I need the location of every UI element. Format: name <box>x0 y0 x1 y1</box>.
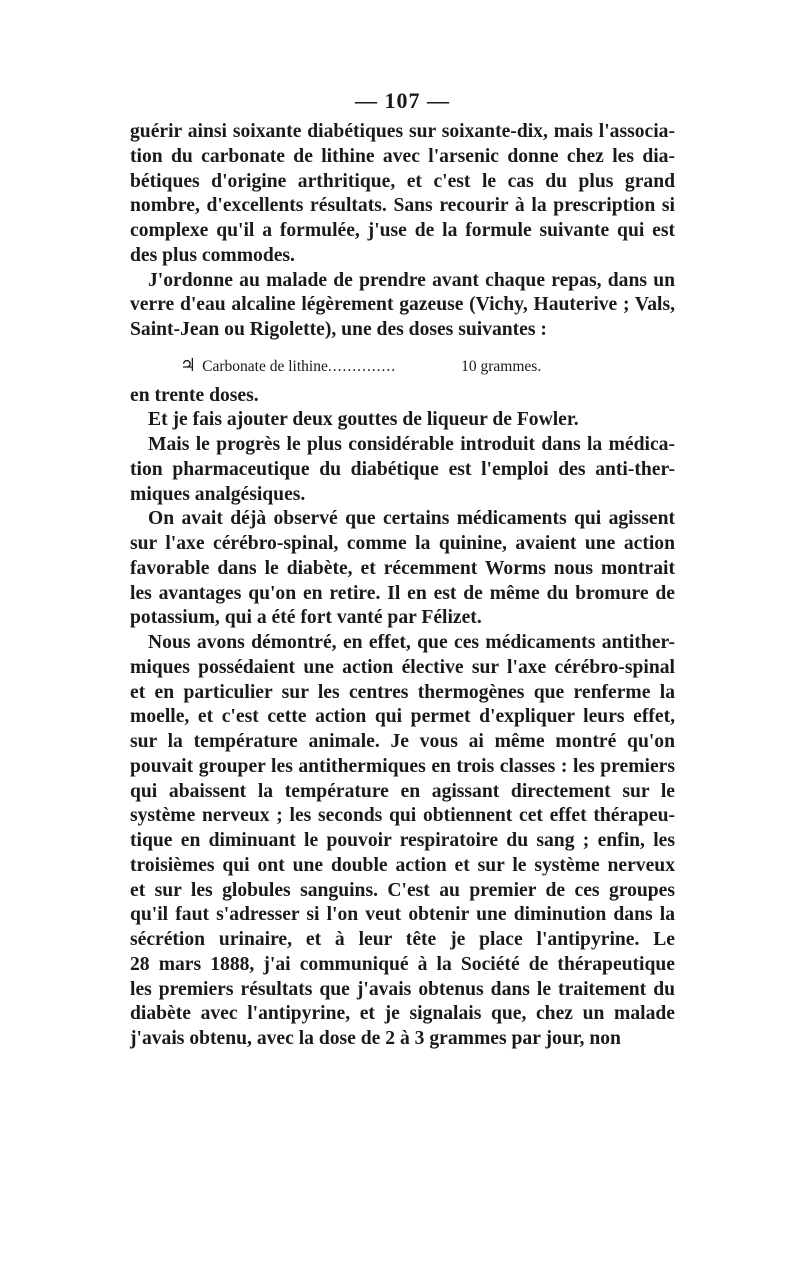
text-line: complexe qu'il a formulée, j'use de la formule suivante qui est <box>130 220 675 241</box>
leader-dots: .............. <box>327 357 397 375</box>
text-line: les avantages qu'on en retire. Il en est de même du bromure de <box>130 582 675 604</box>
prescription-line <box>130 353 675 380</box>
text-line: Nous avons démontré, en effet, que ces médicaments antither- <box>148 632 675 653</box>
text-line: tion pharmaceutique du diabétique est l'emploi des anti-ther- <box>130 458 675 480</box>
text-line: des plus commodes. <box>130 244 295 266</box>
text-line: guérir ainsi soixante diabétiques sur soixante-dix, mais l'associa- <box>130 121 675 142</box>
text-line: verre d'eau alcaline légèrement gazeuse (Vichy, Hauterive ; Vals, <box>130 294 675 316</box>
text-line: sécrétion urinaire, et à leur tête je place l'antipyrine. Le <box>130 929 675 950</box>
prescription-amount: 10 grammes. <box>461 357 542 375</box>
text-line: On avait déjà observé que certains médicaments qui agissent <box>148 508 675 530</box>
body-text-bottom <box>130 384 675 1052</box>
text-line: favorable dans le diabète, et récemment Worms nous montrait <box>130 557 675 579</box>
text-line: bétiques d'origine arthritique, et c'est le cas du plus grand <box>130 170 675 192</box>
body-text-top <box>130 120 675 343</box>
text-line: sur la température animale. Je vous ai même montré qu'on <box>130 731 675 752</box>
text-line: Saint-Jean ou Rigolette), une des doses suivantes : <box>130 319 547 340</box>
text-line: les premiers résultats que j'avais obtenus dans le traitement du <box>130 978 675 1000</box>
recipe-symbol: ♃ <box>180 354 197 375</box>
text-line: j'avais obtenu, avec la dose de 2 à 3 grammes par jour, non <box>130 1028 621 1049</box>
text-line: et sur les globules sanguins. C'est au premier de ces groupes <box>130 879 675 901</box>
text-line: Et je fais ajouter deux gouttes de liqueur de Fowler. <box>148 409 579 431</box>
paragraph <box>130 408 675 433</box>
text-line: qu'il faut s'adresser si l'on veut obtenir une diminution dans la <box>130 904 675 926</box>
text-line: J'ordonne au malade de prendre avant chaque repas, dans un <box>148 269 675 291</box>
text-line: nombre, d'excellents résultats. Sans recourir à la prescription si <box>130 195 675 217</box>
prescription-item: Carbonate de lithine.............. <box>202 357 397 375</box>
page-number: — 107 — <box>355 88 450 113</box>
text-line: 28 mars 1888, j'ai communiqué à la Société de thérapeutique <box>130 953 675 975</box>
text-line: en trente doses. <box>130 384 259 406</box>
paragraph <box>130 269 675 343</box>
text-line: et en particulier sur les centres thermogènes que renferme la <box>130 681 675 703</box>
text-line: qui abaissent la température en agissant directement sur le <box>130 780 675 802</box>
text-line: miques analgésiques. <box>130 483 306 505</box>
text-line: pouvait grouper les antithermiques en trois classes : les premiers <box>130 755 675 777</box>
text-line: système nerveux ; les seconds qui obtiennent cet effet thérapeu- <box>130 805 675 827</box>
text-line: diabète avec l'antipyrine, et je signalais que, chez un malade <box>130 1003 675 1025</box>
paragraph <box>130 507 675 631</box>
paragraph <box>130 631 675 1052</box>
paragraph <box>130 384 675 409</box>
paragraph <box>130 433 675 507</box>
text-line: tique en diminuant le pouvoir respiratoire du sang ; enfin, les <box>130 830 675 851</box>
text-line: Mais le progrès le plus considérable introduit dans la médica- <box>148 434 675 455</box>
text-line: moelle, et c'est cette action qui permet d'expliquer leurs effet, <box>130 706 675 728</box>
paragraph <box>130 120 675 269</box>
document-page <box>130 88 675 1052</box>
text-line: sur l'axe cérébro-spinal, comme la quinine, avaient une action <box>130 533 675 554</box>
text-line: troisièmes qui ont une double action et sur le système nerveux <box>130 854 675 876</box>
text-line: potassium, qui a été fort vanté par Félizet. <box>130 607 482 629</box>
text-line: miques possédaient une action élective sur l'axe cérébro-spinal <box>130 656 675 678</box>
text-line: tion du carbonate de lithine avec l'arsenic donne chez les dia- <box>130 145 675 167</box>
